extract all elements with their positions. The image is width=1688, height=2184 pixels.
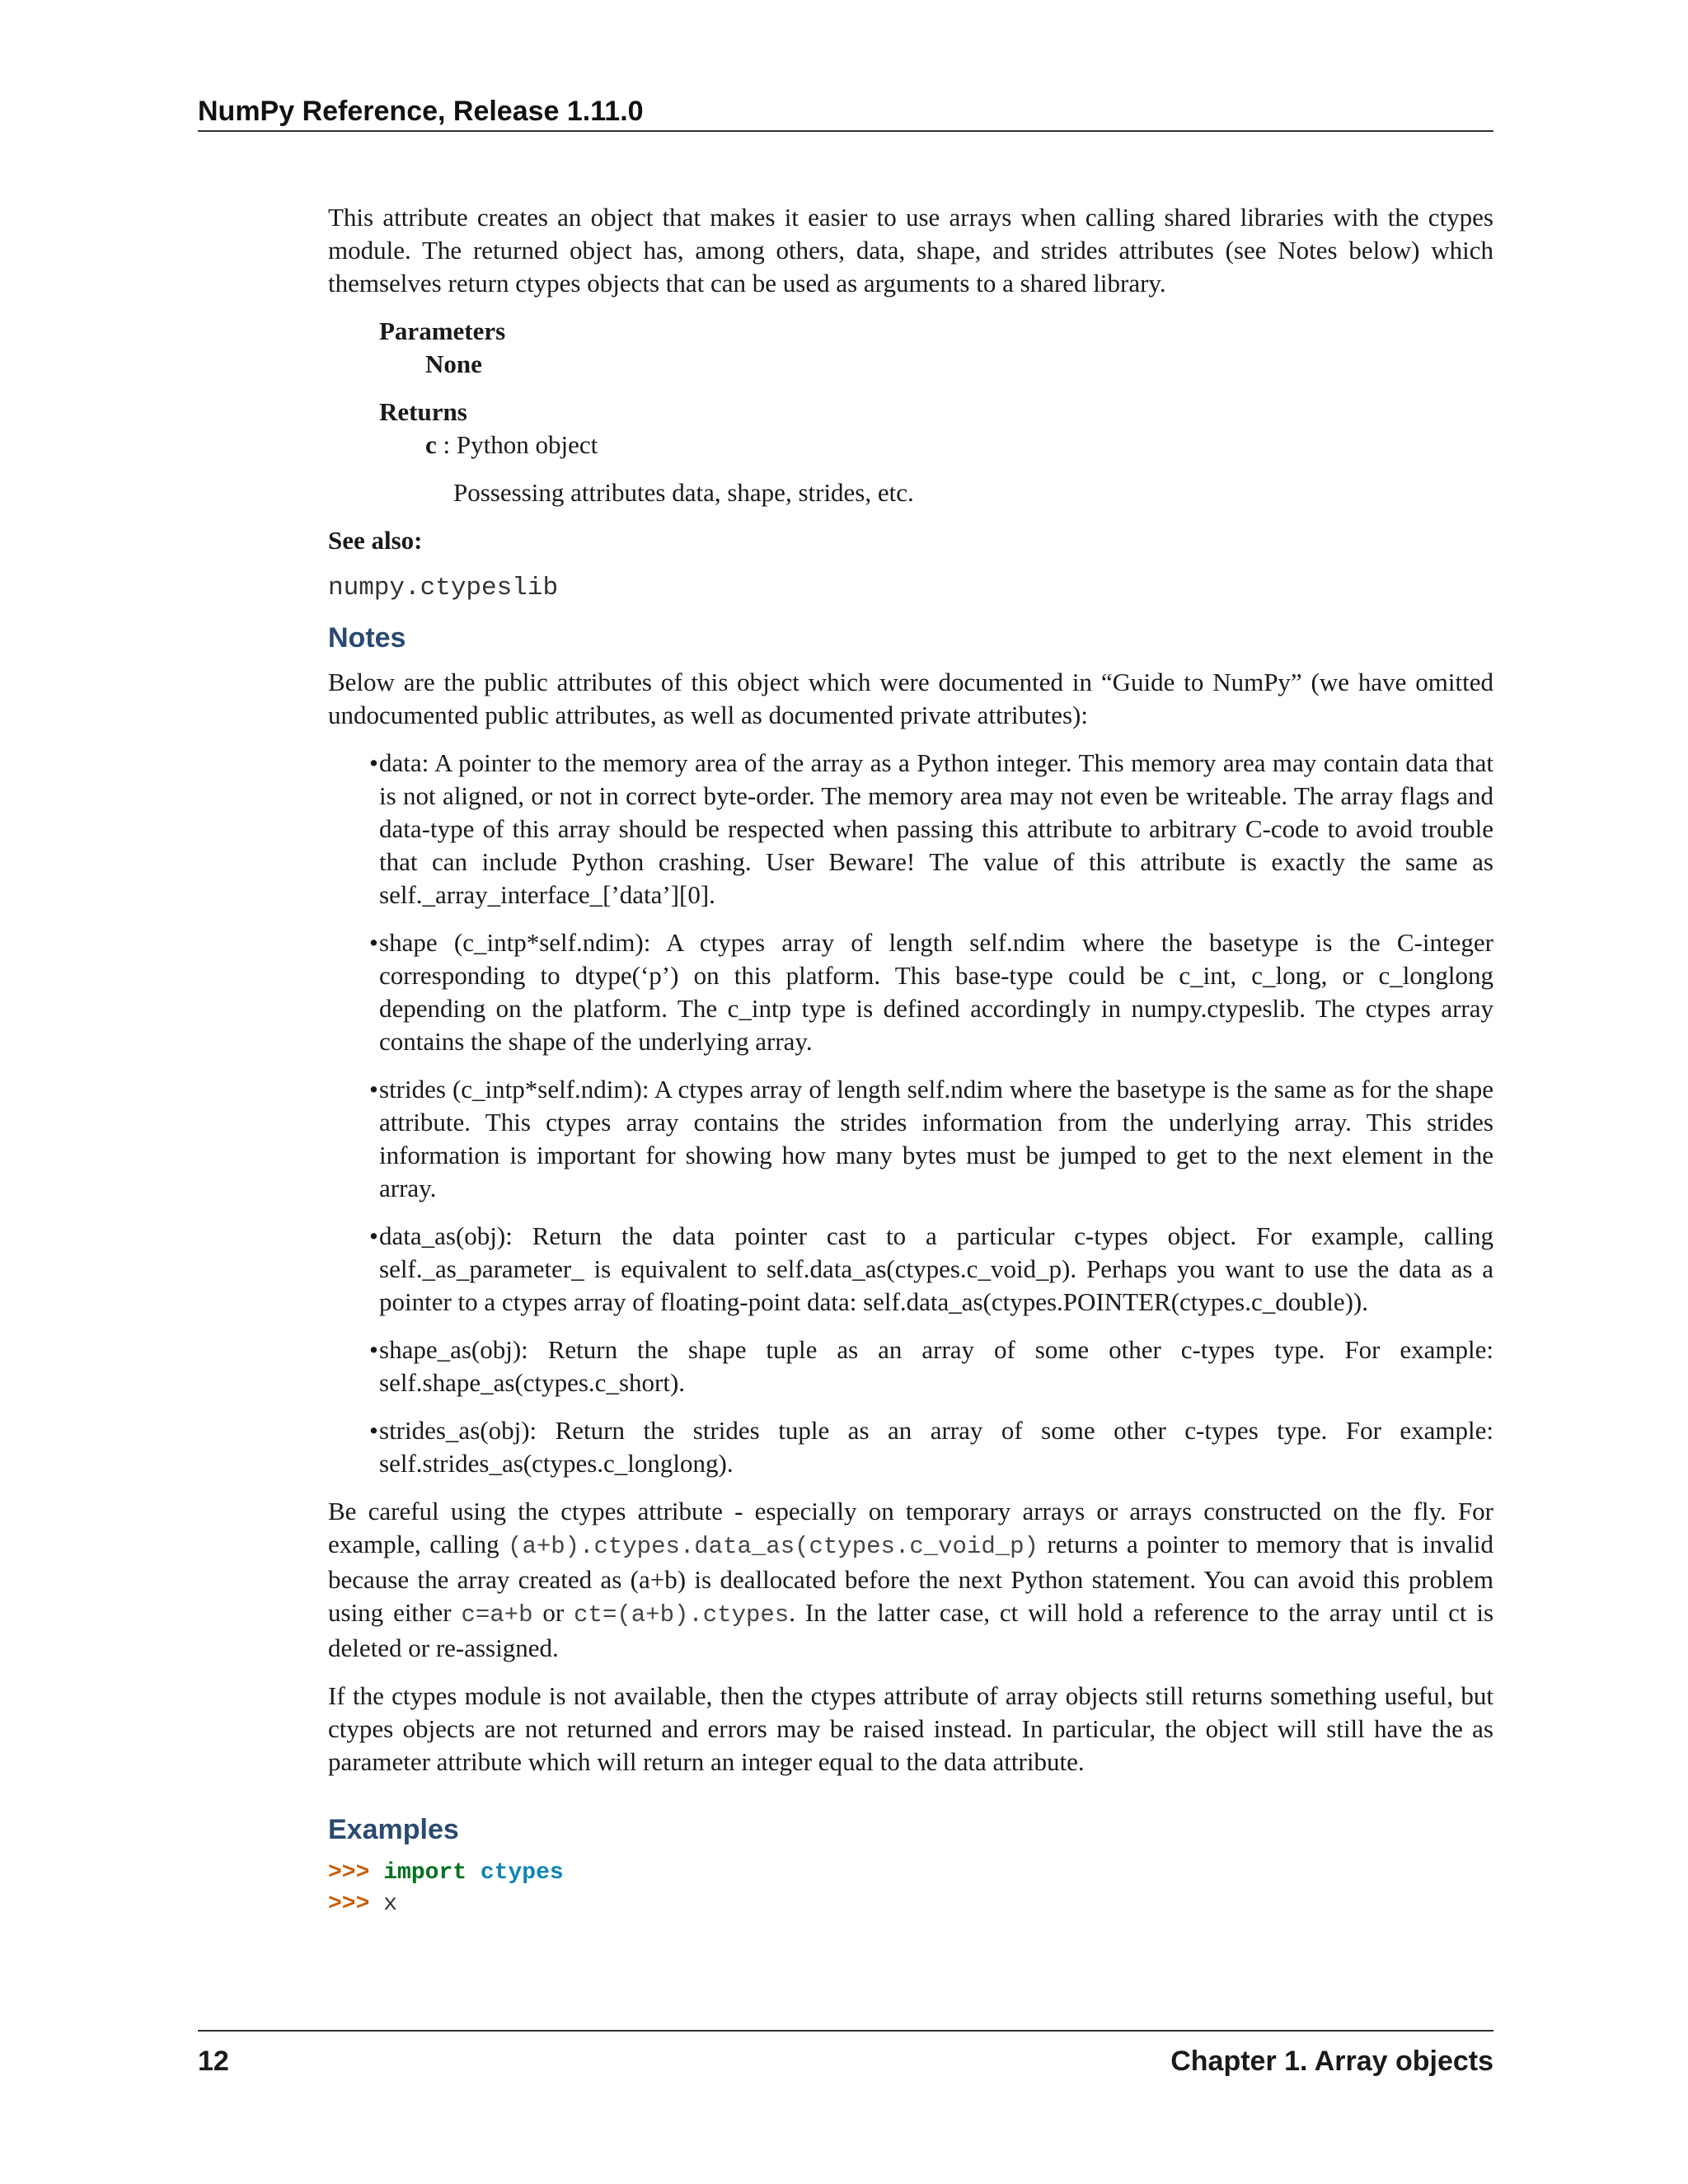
code-variable: x	[383, 1891, 398, 1917]
list-item-text: data_as(obj): Return the data pointer cast to a particular c-types object. For example, calling self._as_parameter_ is equivalent to self.data_as(ctypes.c_void_p). Perhaps you want to use the data as a pointer to a ctypes array of floating-point data: self.data_as(ctypes.POINTER(ctypes.c_double)).	[379, 1221, 1493, 1316]
code-block	[328, 1858, 1493, 1920]
returns-signature	[425, 429, 1493, 462]
return-separator: :	[436, 430, 457, 459]
list-item-text: strides (c_intp*self.ndim): A ctypes array of length self.ndim where the basetype is the same as for the shape attribute. This ctypes array contains the strides information from the underlying array. This strides information is important for showing how many bytes must be jumped to get to the next element in the array.	[379, 1075, 1493, 1202]
returns-label: Returns	[379, 397, 467, 426]
page-header	[198, 92, 1493, 132]
list-item-text: shape_as(obj): Return the shape tuple as an array of some other c-types type. For example: self.shape_as(ctypes.c_short).	[379, 1335, 1493, 1397]
careful-text-4: . In the latter case, ct will hold a reference to the array until ct is deleted or re-assigned.	[328, 1598, 1494, 1662]
inline-code: c=a+b	[461, 1601, 533, 1629]
list-item-text: shape (c_intp*self.ndim): A ctypes array of length self.ndim where the basetype is the C-integer corresponding to dtype(‘p’) on this platform. This base-type could be c_int, c_long, or c_longlong depending on the platform. The c_intp type is defined accordingly in numpy.ctypeslib. The ctypes array contains the shape of the underlying array.	[379, 928, 1493, 1056]
code-keyword: import	[383, 1860, 467, 1886]
list-item-text: data: A pointer to the memory area of the array as a Python integer. This memory area may contain data that is not aligned, or not in correct byte-order. The memory area may not even be writeable. The array flags and data-type of this array should be respected when passing this attribute to arbitrary C-code to avoid trouble that can include Python crashing. User Beware! The value of this attribute is exactly the same as self._array_interface_[’data’][0].	[379, 748, 1493, 909]
see-also-link[interactable]: numpy.ctypeslib	[328, 574, 559, 602]
return-name: c	[425, 430, 437, 459]
returns-field	[379, 396, 1493, 509]
inline-code: ct=(a+b).ctypes	[574, 1601, 790, 1629]
careful-text-3: or	[532, 1598, 574, 1627]
return-type: Python object	[456, 430, 598, 459]
list-item	[369, 1414, 1493, 1480]
code-module: ctypes	[480, 1860, 564, 1886]
intro-paragraph: This attribute creates an object that makes it easier to use arrays when calling shared libraries with the ctypes module. The returned object has, among others, data, shape, and strides attributes (see Notes below) which themselves return ctypes objects that can be used as arguments to a shared library.	[328, 203, 1493, 298]
bullet: •	[369, 1221, 378, 1250]
notes-intro: Below are the public attributes of this object which were documented in “Guide to NumPy” (we have omitted undocumented public attributes, as well as documented private attributes):	[328, 668, 1493, 729]
list-item	[369, 1333, 1493, 1399]
code-prompt: >>>	[328, 1891, 370, 1917]
code-line	[328, 1889, 1493, 1920]
code-prompt: >>>	[328, 1860, 370, 1886]
chapter-title: Chapter 1. Array objects	[1170, 2046, 1493, 2077]
bullet: •	[369, 928, 378, 957]
parameters-value: None	[425, 349, 482, 378]
list-item	[369, 1220, 1493, 1319]
unavailable-paragraph: If the ctypes module is not available, then the ctypes attribute of array objects still returns something useful, but ctypes objects are not returned and errors may be raised instead. In particular, the object will still have the as parameter attribute which will return an integer equal to the data attribute.	[328, 1681, 1493, 1776]
list-item-text: strides_as(obj): Return the strides tuple as an array of some other c-types type. For example: self.strides_as(ctypes.c_longlong).	[379, 1416, 1493, 1478]
return-description: Possessing attributes data, shape, strides, etc.	[453, 478, 914, 507]
examples-heading: Examples	[328, 1814, 459, 1845]
parameters-label: Parameters	[379, 316, 506, 345]
attributes-list	[369, 747, 1493, 1480]
code-line	[328, 1858, 1493, 1889]
page-number: 12	[198, 2046, 229, 2077]
page-footer	[198, 2030, 1493, 2079]
bullet: •	[369, 1416, 378, 1445]
page-content	[328, 201, 1493, 1920]
list-item	[369, 1073, 1493, 1205]
notes-heading: Notes	[328, 622, 406, 654]
list-item	[369, 926, 1493, 1058]
bullet: •	[369, 1335, 378, 1364]
running-title: NumPy Reference, Release 1.11.0	[198, 96, 644, 127]
parameters-field	[379, 315, 1493, 381]
list-item	[369, 747, 1493, 912]
bullet: •	[369, 748, 378, 777]
inline-code: (a+b).ctypes.data_as(ctypes.c_void_p)	[508, 1533, 1039, 1560]
bullet: •	[369, 1075, 378, 1104]
careful-text-2: returns a pointer to memory that is invalid because the array created as (a+b) is deallocated before the next Python statement. You can avoid this problem using either	[328, 1530, 1493, 1627]
careful-text-1: Be careful using the ctypes attribute - especially on temporary arrays or arrays constructed on the fly. For example, calling	[328, 1497, 1493, 1558]
careful-paragraph	[328, 1495, 1493, 1665]
see-also-label: See also:	[328, 526, 423, 555]
